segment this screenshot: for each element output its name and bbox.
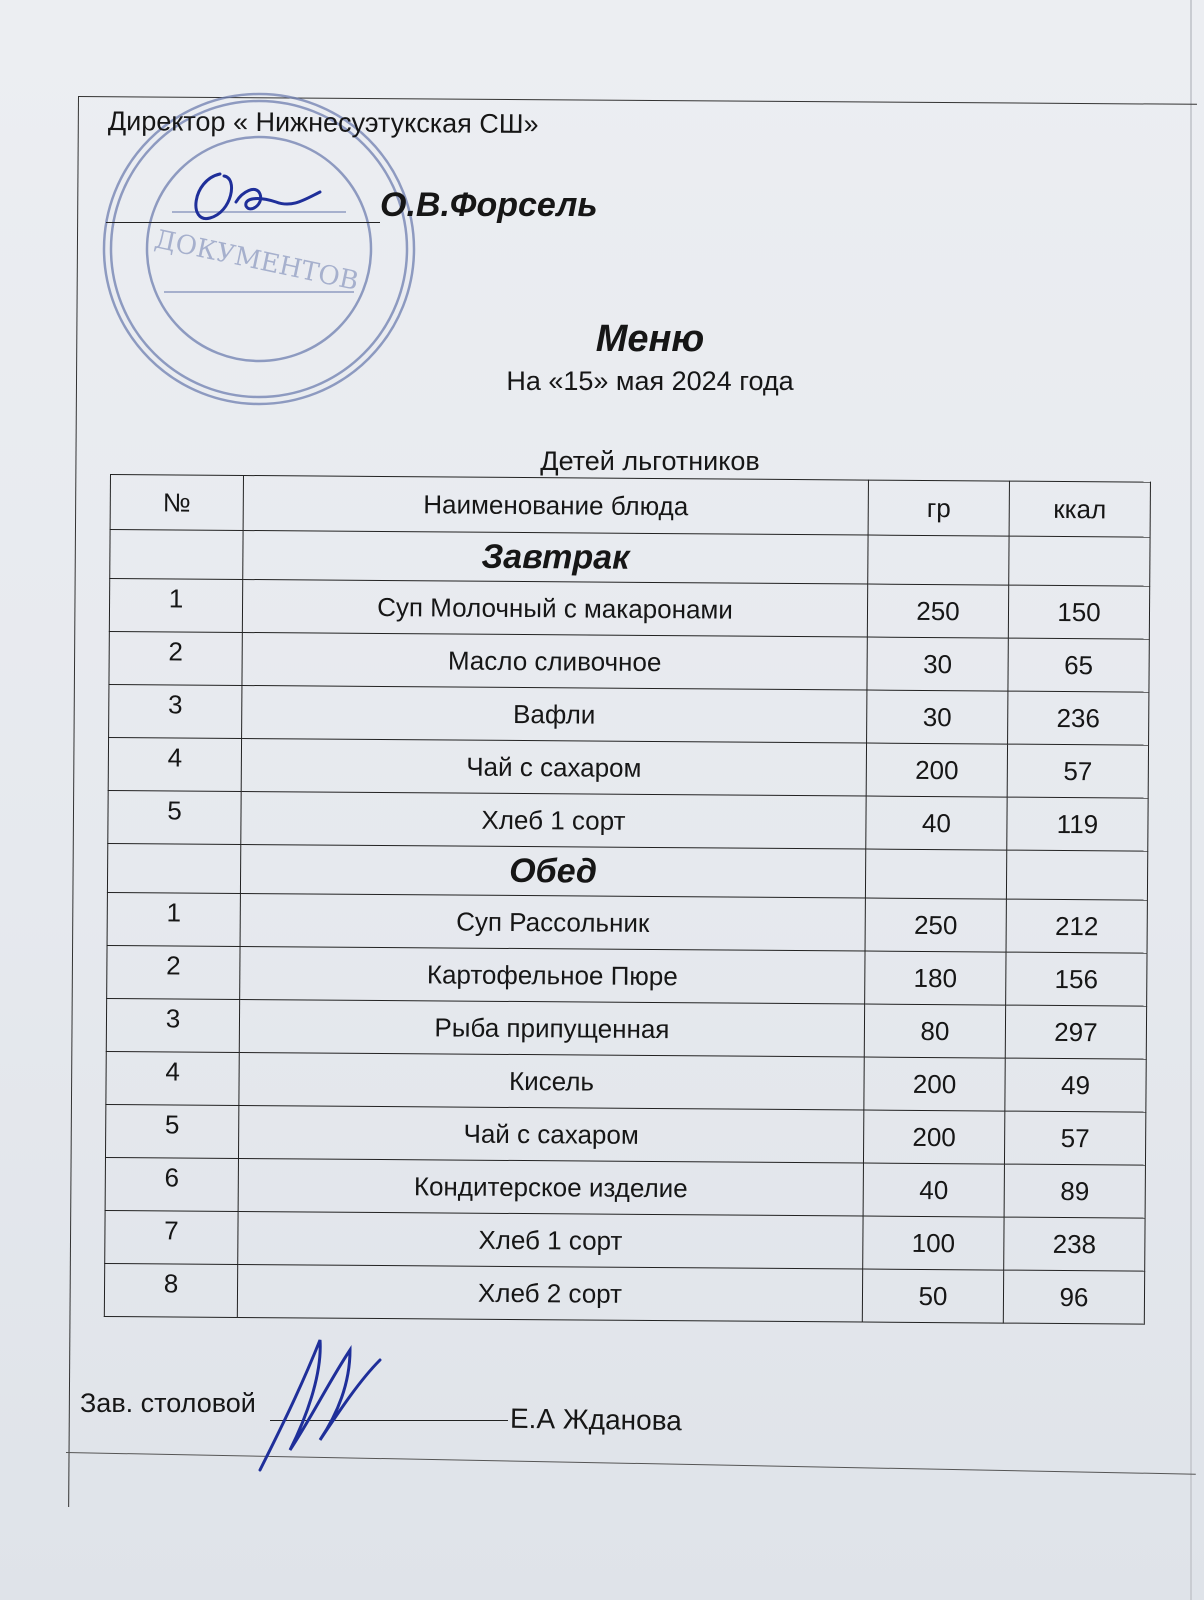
row-kcal: 297 <box>1005 1005 1146 1059</box>
header-num: № <box>110 475 243 531</box>
section-row-breakfast <box>110 530 1150 587</box>
director-title: Директор « Нижнесуэтукская СШ» <box>107 106 539 140</box>
header-kcal: ккал <box>1009 481 1150 537</box>
header-gr: гр <box>868 480 1009 536</box>
row-gr: 30 <box>867 690 1008 744</box>
canteen-head-signature <box>250 1330 400 1480</box>
row-name: Масло сливочное <box>242 632 867 690</box>
section-title-lunch: Обед <box>240 844 865 898</box>
row-kcal: 96 <box>1003 1270 1144 1324</box>
row-num: 5 <box>105 1104 238 1158</box>
table-row <box>107 945 1147 1006</box>
row-num: 2 <box>109 631 242 685</box>
canteen-head-label: Зав. столовой <box>80 1388 256 1418</box>
section-num-cell <box>110 530 243 580</box>
header-name: Наименование блюда <box>243 475 868 535</box>
canteen-head-name: Е.А Жданова <box>509 1402 683 1437</box>
row-gr: 200 <box>863 1110 1004 1164</box>
row-name: Кисель <box>239 1052 864 1110</box>
table-row <box>106 1051 1146 1112</box>
row-num: 6 <box>105 1157 238 1211</box>
table-header-row <box>110 475 1150 538</box>
row-name: Суп Рассольник <box>240 893 865 951</box>
row-gr: 180 <box>865 951 1006 1005</box>
row-gr: 100 <box>863 1216 1004 1270</box>
menu-group: Детей льготников <box>540 446 760 476</box>
section-num-cell <box>107 843 240 893</box>
row-kcal: 57 <box>1007 744 1148 798</box>
row-kcal: 236 <box>1008 691 1149 745</box>
row-name: Хлеб 2 сорт <box>237 1264 862 1322</box>
row-num: 3 <box>106 998 239 1052</box>
row-gr: 200 <box>864 1057 1005 1111</box>
row-kcal: 119 <box>1007 797 1148 851</box>
row-num: 2 <box>107 945 240 999</box>
row-num: 4 <box>108 737 241 791</box>
row-gr: 30 <box>867 637 1008 691</box>
row-name: Рыба припущенная <box>239 999 864 1057</box>
section-kcal-cell <box>1006 850 1147 900</box>
svg-text:ДОКУМЕНТОВ: ДОКУМЕНТОВ <box>151 224 362 297</box>
table-row <box>105 1104 1145 1165</box>
row-kcal: 57 <box>1004 1111 1145 1165</box>
table-row <box>105 1210 1145 1271</box>
row-num: 1 <box>107 892 240 946</box>
section-kcal-cell <box>1009 536 1150 586</box>
row-kcal: 65 <box>1008 638 1149 692</box>
row-gr: 40 <box>863 1163 1004 1217</box>
section-row-lunch <box>107 843 1147 900</box>
table-row <box>109 631 1149 692</box>
row-gr: 80 <box>864 1004 1005 1058</box>
row-gr: 250 <box>865 898 1006 952</box>
row-name: Картофельное Пюре <box>240 946 865 1004</box>
row-gr: 50 <box>862 1269 1003 1323</box>
table-row <box>107 892 1147 953</box>
row-kcal: 150 <box>1008 585 1149 639</box>
table-row <box>109 579 1149 640</box>
section-gr-cell <box>868 535 1009 585</box>
table-row <box>108 790 1148 851</box>
row-num: 3 <box>109 684 242 738</box>
section-gr-cell <box>865 849 1006 899</box>
section-title-breakfast: Завтрак <box>243 530 868 584</box>
table-row <box>109 684 1149 745</box>
table-row <box>106 998 1146 1059</box>
row-num: 8 <box>104 1263 237 1317</box>
row-kcal: 238 <box>1004 1217 1145 1271</box>
table-row <box>104 1263 1144 1324</box>
row-kcal: 212 <box>1006 899 1147 953</box>
row-kcal: 49 <box>1005 1058 1146 1112</box>
row-name: Суп Молочный с макаронами <box>242 579 867 637</box>
row-name: Чай с сахаром <box>238 1105 863 1163</box>
row-num: 5 <box>108 790 241 844</box>
row-kcal: 89 <box>1004 1164 1145 1218</box>
menu-date: На «15» мая 2024 года <box>506 366 794 396</box>
row-name: Хлеб 1 сорт <box>241 791 866 849</box>
row-kcal: 156 <box>1006 952 1147 1006</box>
row-name: Чай с сахаром <box>241 738 866 796</box>
row-gr: 250 <box>867 584 1008 638</box>
table-row <box>105 1157 1145 1218</box>
row-name: Вафли <box>242 685 867 743</box>
row-gr: 200 <box>866 743 1007 797</box>
director-name: О.В.Форсель <box>380 186 598 224</box>
row-num: 7 <box>105 1210 238 1264</box>
row-name: Кондитерское изделие <box>238 1158 863 1216</box>
table-row <box>108 737 1148 798</box>
row-gr: 40 <box>866 796 1007 850</box>
row-num: 1 <box>109 579 242 633</box>
director-signature-line <box>106 222 380 223</box>
menu-table <box>104 474 1151 1325</box>
row-name: Хлеб 1 сорт <box>238 1211 863 1269</box>
menu-title: Меню <box>595 318 705 360</box>
row-num: 4 <box>106 1051 239 1105</box>
